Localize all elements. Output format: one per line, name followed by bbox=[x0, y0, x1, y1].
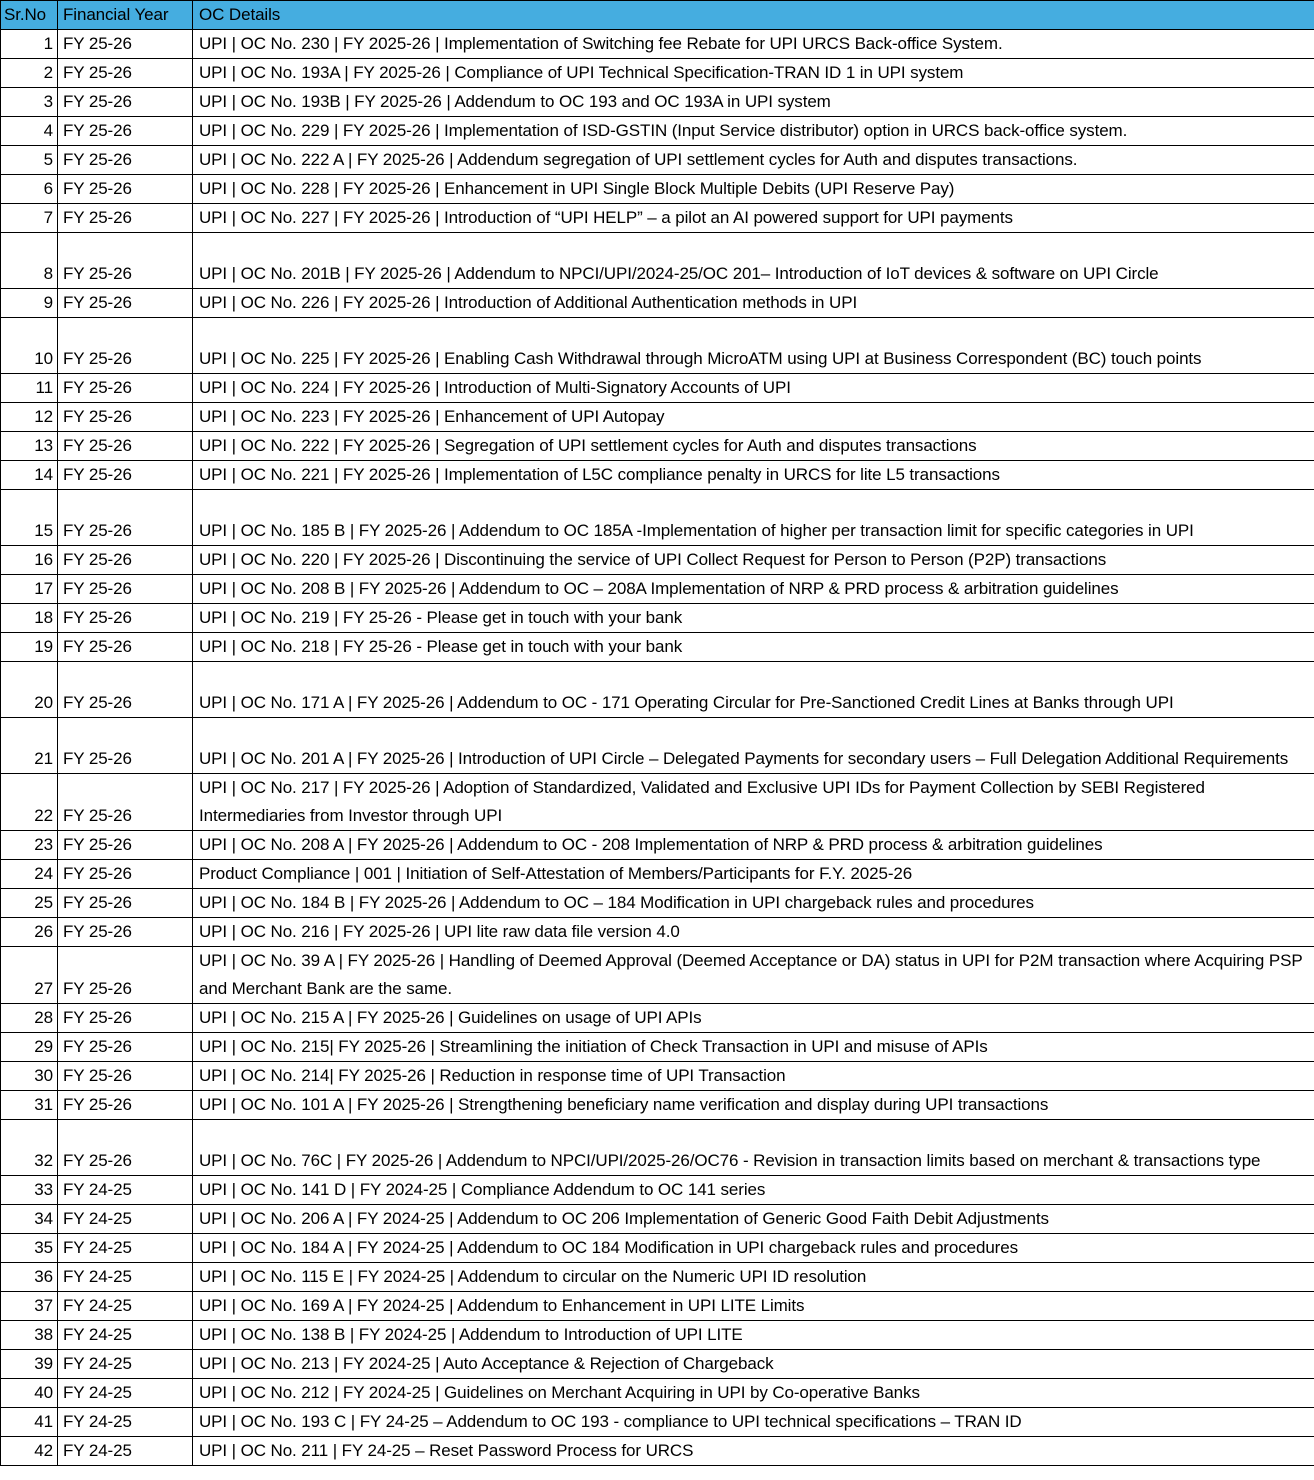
sr-no-cell: 30 bbox=[1, 1062, 58, 1091]
financial-year-cell: FY 25-26 bbox=[58, 204, 193, 233]
table-row bbox=[1, 1234, 1314, 1263]
sr-no-cell: 18 bbox=[1, 604, 58, 633]
sr-no-cell: 40 bbox=[1, 1379, 58, 1408]
sr-no-cell: 3 bbox=[1, 88, 58, 117]
financial-year-cell: FY 25-26 bbox=[58, 831, 193, 860]
oc-details-cell: UPI | OC No. 208 B | FY 2025-26 | Addendum to OC – 208A Implementation of NRP & PRD process & arbitration guidelines bbox=[193, 575, 1314, 604]
oc-details-cell: UPI | OC No. 230 | FY 2025-26 | Implementation of Switching fee Rebate for UPI URCS Back-office System. bbox=[193, 30, 1314, 59]
oc-details-cell: UPI | OC No. 223 | FY 2025-26 | Enhancement of UPI Autopay bbox=[193, 403, 1314, 432]
oc-details-cell: UPI | OC No. 225 | FY 2025-26 | Enabling Cash Withdrawal through MicroATM using UPI at Business Correspondent (BC) touch points bbox=[193, 318, 1314, 374]
header-sr-no: Sr.No bbox=[1, 1, 58, 30]
table-row bbox=[1, 1120, 1314, 1176]
oc-details-cell: UPI | OC No. 218 | FY 25-26 - Please get in touch with your bank bbox=[193, 633, 1314, 662]
financial-year-cell: FY 24-25 bbox=[58, 1292, 193, 1321]
oc-details-cell: UPI | OC No. 215| FY 2025-26 | Streamlining the initiation of Check Transaction in UPI and misuse of APIs bbox=[193, 1033, 1314, 1062]
sr-no-cell: 16 bbox=[1, 546, 58, 575]
sr-no-cell: 13 bbox=[1, 432, 58, 461]
sr-no-cell: 35 bbox=[1, 1234, 58, 1263]
financial-year-cell: FY 25-26 bbox=[58, 233, 193, 289]
table-row bbox=[1, 1321, 1314, 1350]
financial-year-cell: FY 25-26 bbox=[58, 289, 193, 318]
financial-year-cell: FY 25-26 bbox=[58, 146, 193, 175]
table-row bbox=[1, 860, 1314, 889]
oc-details-cell: UPI | OC No. 219 | FY 25-26 - Please get in touch with your bank bbox=[193, 604, 1314, 633]
table-body bbox=[1, 30, 1314, 1466]
oc-details-cell: UPI | OC No. 138 B | FY 2024-25 | Addendum to Introduction of UPI LITE bbox=[193, 1321, 1314, 1350]
financial-year-cell: FY 24-25 bbox=[58, 1408, 193, 1437]
financial-year-cell: FY 25-26 bbox=[58, 374, 193, 403]
oc-details-cell: UPI | OC No. 39 A | FY 2025-26 | Handling of Deemed Approval (Deemed Acceptance or DA) status in UPI for P2M transaction where Acquiring PSP and Merchant Bank are the same. bbox=[193, 947, 1314, 1004]
oc-details-cell: UPI | OC No. 213 | FY 2024-25 | Auto Acceptance & Rejection of Chargeback bbox=[193, 1350, 1314, 1379]
financial-year-cell: FY 25-26 bbox=[58, 88, 193, 117]
header-row bbox=[1, 1, 1314, 30]
oc-details-cell: UPI | OC No. 115 E | FY 2024-25 | Addendum to circular on the Numeric UPI ID resolution bbox=[193, 1263, 1314, 1292]
oc-details-cell: UPI | OC No. 221 | FY 2025-26 | Implementation of L5C compliance penalty in URCS for lite L5 transactions bbox=[193, 461, 1314, 490]
financial-year-cell: FY 24-25 bbox=[58, 1234, 193, 1263]
sr-no-cell: 11 bbox=[1, 374, 58, 403]
table-row bbox=[1, 1437, 1314, 1466]
oc-details-cell: UPI | OC No. 141 D | FY 2024-25 | Compliance Addendum to OC 141 series bbox=[193, 1176, 1314, 1205]
financial-year-cell: FY 25-26 bbox=[58, 1004, 193, 1033]
financial-year-cell: FY 25-26 bbox=[58, 947, 193, 1004]
oc-details-cell: UPI | OC No. 76C | FY 2025-26 | Addendum to NPCI/UPI/2025-26/OC76 - Revision in transaction limits based on merchant & transactions type bbox=[193, 1120, 1314, 1176]
oc-details-cell: UPI | OC No. 206 A | FY 2024-25 | Addendum to OC 206 Implementation of Generic Good Faith Debit Adjustments bbox=[193, 1205, 1314, 1234]
sr-no-cell: 8 bbox=[1, 233, 58, 289]
oc-details-cell: UPI | OC No. 216 | FY 2025-26 | UPI lite raw data file version 4.0 bbox=[193, 918, 1314, 947]
sr-no-cell: 26 bbox=[1, 918, 58, 947]
oc-details-cell: UPI | OC No. 222 A | FY 2025-26 | Addendum segregation of UPI settlement cycles for Auth and disputes transactions. bbox=[193, 146, 1314, 175]
oc-details-cell: UPI | OC No. 228 | FY 2025-26 | Enhancement in UPI Single Block Multiple Debits (UPI Reserve Pay) bbox=[193, 175, 1314, 204]
financial-year-cell: FY 25-26 bbox=[58, 59, 193, 88]
table-row bbox=[1, 1033, 1314, 1062]
financial-year-cell: FY 25-26 bbox=[58, 30, 193, 59]
sr-no-cell: 2 bbox=[1, 59, 58, 88]
oc-details-cell: UPI | OC No. 193A | FY 2025-26 | Compliance of UPI Technical Specification-TRAN ID 1 in UPI system bbox=[193, 59, 1314, 88]
financial-year-cell: FY 24-25 bbox=[58, 1176, 193, 1205]
sr-no-cell: 28 bbox=[1, 1004, 58, 1033]
sr-no-cell: 38 bbox=[1, 1321, 58, 1350]
financial-year-cell: FY 24-25 bbox=[58, 1321, 193, 1350]
sr-no-cell: 27 bbox=[1, 947, 58, 1004]
table-row bbox=[1, 432, 1314, 461]
table-row bbox=[1, 1350, 1314, 1379]
sr-no-cell: 31 bbox=[1, 1091, 58, 1120]
table-row bbox=[1, 403, 1314, 432]
oc-details-cell: UPI | OC No. 214| FY 2025-26 | Reduction in response time of UPI Transaction bbox=[193, 1062, 1314, 1091]
table-row bbox=[1, 1062, 1314, 1091]
table-row bbox=[1, 947, 1314, 1004]
table-row bbox=[1, 289, 1314, 318]
oc-details-cell: UPI | OC No. 169 A | FY 2024-25 | Addendum to Enhancement in UPI LITE Limits bbox=[193, 1292, 1314, 1321]
financial-year-cell: FY 25-26 bbox=[58, 662, 193, 718]
sr-no-cell: 10 bbox=[1, 318, 58, 374]
financial-year-cell: FY 25-26 bbox=[58, 1033, 193, 1062]
sr-no-cell: 42 bbox=[1, 1437, 58, 1466]
oc-details-cell: UPI | OC No. 184 A | FY 2024-25 | Addendum to OC 184 Modification in UPI chargeback rules and procedures bbox=[193, 1234, 1314, 1263]
financial-year-cell: FY 24-25 bbox=[58, 1205, 193, 1234]
sr-no-cell: 33 bbox=[1, 1176, 58, 1205]
sr-no-cell: 9 bbox=[1, 289, 58, 318]
table-row bbox=[1, 1292, 1314, 1321]
sr-no-cell: 4 bbox=[1, 117, 58, 146]
sr-no-cell: 25 bbox=[1, 889, 58, 918]
financial-year-cell: FY 25-26 bbox=[58, 633, 193, 662]
table-row bbox=[1, 1205, 1314, 1234]
table-row bbox=[1, 88, 1314, 117]
financial-year-cell: FY 25-26 bbox=[58, 490, 193, 546]
sr-no-cell: 34 bbox=[1, 1205, 58, 1234]
sr-no-cell: 1 bbox=[1, 30, 58, 59]
financial-year-cell: FY 25-26 bbox=[58, 918, 193, 947]
financial-year-cell: FY 25-26 bbox=[58, 546, 193, 575]
table-row bbox=[1, 1176, 1314, 1205]
table-row bbox=[1, 718, 1314, 774]
financial-year-cell: FY 25-26 bbox=[58, 718, 193, 774]
table-row bbox=[1, 1263, 1314, 1292]
oc-details-cell: UPI | OC No. 211 | FY 24-25 – Reset Password Process for URCS bbox=[193, 1437, 1314, 1466]
sr-no-cell: 14 bbox=[1, 461, 58, 490]
table-row bbox=[1, 1379, 1314, 1408]
oc-details-cell: UPI | OC No. 227 | FY 2025-26 | Introduction of “UPI HELP” – a pilot an AI powered support for UPI payments bbox=[193, 204, 1314, 233]
financial-year-cell: FY 25-26 bbox=[58, 889, 193, 918]
oc-details-cell: Product Compliance | 001 | Initiation of Self-Attestation of Members/Participants for F.Y. 2025-26 bbox=[193, 860, 1314, 889]
oc-details-cell: UPI | OC No. 193B | FY 2025-26 | Addendum to OC 193 and OC 193A in UPI system bbox=[193, 88, 1314, 117]
table-row bbox=[1, 831, 1314, 860]
oc-details-cell: UPI | OC No. 217 | FY 2025-26 | Adoption of Standardized, Validated and Exclusive UPI IDs for Payment Collection by SEBI Registered Intermediaries from Investor through UPI bbox=[193, 774, 1314, 831]
financial-year-cell: FY 25-26 bbox=[58, 860, 193, 889]
table-row bbox=[1, 318, 1314, 374]
table-row bbox=[1, 1408, 1314, 1437]
table-row bbox=[1, 146, 1314, 175]
oc-details-cell: UPI | OC No. 201 A | FY 2025-26 | Introduction of UPI Circle – Delegated Payments for secondary users – Full Delegation Additional Requirements bbox=[193, 718, 1314, 774]
table-row bbox=[1, 1004, 1314, 1033]
financial-year-cell: FY 24-25 bbox=[58, 1350, 193, 1379]
sr-no-cell: 41 bbox=[1, 1408, 58, 1437]
oc-details-cell: UPI | OC No. 212 | FY 2024-25 | Guidelines on Merchant Acquiring in UPI by Co-operative Banks bbox=[193, 1379, 1314, 1408]
financial-year-cell: FY 25-26 bbox=[58, 318, 193, 374]
table-row bbox=[1, 546, 1314, 575]
table-row bbox=[1, 30, 1314, 59]
financial-year-cell: FY 25-26 bbox=[58, 1091, 193, 1120]
oc-details-cell: UPI | OC No. 201B | FY 2025-26 | Addendum to NPCI/UPI/2024-25/OC 201– Introduction of IoT devices & software on UPI Circle bbox=[193, 233, 1314, 289]
oc-details-cell: UPI | OC No. 185 B | FY 2025-26 | Addendum to OC 185A -Implementation of higher per transaction limit for specific categories in UPI bbox=[193, 490, 1314, 546]
oc-details-cell: UPI | OC No. 208 A | FY 2025-26 | Addendum to OC - 208 Implementation of NRP & PRD process & arbitration guidelines bbox=[193, 831, 1314, 860]
table-row bbox=[1, 204, 1314, 233]
table-row bbox=[1, 490, 1314, 546]
table-row bbox=[1, 918, 1314, 947]
financial-year-cell: FY 24-25 bbox=[58, 1263, 193, 1292]
oc-details-cell: UPI | OC No. 229 | FY 2025-26 | Implementation of ISD-GSTIN (Input Service distributor) option in URCS back-office system. bbox=[193, 117, 1314, 146]
header-financial-year: Financial Year bbox=[58, 1, 193, 30]
sr-no-cell: 20 bbox=[1, 662, 58, 718]
oc-details-cell: UPI | OC No. 226 | FY 2025-26 | Introduction of Additional Authentication methods in UPI bbox=[193, 289, 1314, 318]
financial-year-cell: FY 25-26 bbox=[58, 604, 193, 633]
financial-year-cell: FY 25-26 bbox=[58, 461, 193, 490]
financial-year-cell: FY 25-26 bbox=[58, 1120, 193, 1176]
table-row bbox=[1, 1091, 1314, 1120]
table-row bbox=[1, 575, 1314, 604]
table-row bbox=[1, 117, 1314, 146]
oc-details-cell: UPI | OC No. 220 | FY 2025-26 | Discontinuing the service of UPI Collect Request for Person to Person (P2P) transactions bbox=[193, 546, 1314, 575]
oc-details-cell: UPI | OC No. 215 A | FY 2025-26 | Guidelines on usage of UPI APIs bbox=[193, 1004, 1314, 1033]
sr-no-cell: 22 bbox=[1, 774, 58, 831]
sr-no-cell: 6 bbox=[1, 175, 58, 204]
oc-details-cell: UPI | OC No. 171 A | FY 2025-26 | Addendum to OC - 171 Operating Circular for Pre-Sanctioned Credit Lines at Banks through UPI bbox=[193, 662, 1314, 718]
table-row bbox=[1, 374, 1314, 403]
table-row bbox=[1, 233, 1314, 289]
sr-no-cell: 39 bbox=[1, 1350, 58, 1379]
financial-year-cell: FY 24-25 bbox=[58, 1437, 193, 1466]
sr-no-cell: 21 bbox=[1, 718, 58, 774]
table-row bbox=[1, 461, 1314, 490]
oc-details-cell: UPI | OC No. 193 C | FY 24-25 – Addendum to OC 193 - compliance to UPI technical specifications – TRAN ID bbox=[193, 1408, 1314, 1437]
oc-details-cell: UPI | OC No. 222 | FY 2025-26 | Segregation of UPI settlement cycles for Auth and disputes transactions bbox=[193, 432, 1314, 461]
header-oc-details: OC Details bbox=[193, 1, 1314, 30]
sr-no-cell: 17 bbox=[1, 575, 58, 604]
oc-details-cell: UPI | OC No. 224 | FY 2025-26 | Introduction of Multi-Signatory Accounts of UPI bbox=[193, 374, 1314, 403]
table-row bbox=[1, 662, 1314, 718]
sr-no-cell: 5 bbox=[1, 146, 58, 175]
financial-year-cell: FY 25-26 bbox=[58, 403, 193, 432]
sr-no-cell: 12 bbox=[1, 403, 58, 432]
financial-year-cell: FY 24-25 bbox=[58, 1379, 193, 1408]
sr-no-cell: 15 bbox=[1, 490, 58, 546]
sr-no-cell: 23 bbox=[1, 831, 58, 860]
table-row bbox=[1, 633, 1314, 662]
table-row bbox=[1, 774, 1314, 831]
financial-year-cell: FY 25-26 bbox=[58, 117, 193, 146]
sr-no-cell: 36 bbox=[1, 1263, 58, 1292]
financial-year-cell: FY 25-26 bbox=[58, 1062, 193, 1091]
sr-no-cell: 29 bbox=[1, 1033, 58, 1062]
oc-details-cell: UPI | OC No. 101 A | FY 2025-26 | Strengthening beneficiary name verification and display during UPI transactions bbox=[193, 1091, 1314, 1120]
sr-no-cell: 7 bbox=[1, 204, 58, 233]
financial-year-cell: FY 25-26 bbox=[58, 774, 193, 831]
oc-details-cell: UPI | OC No. 184 B | FY 2025-26 | Addendum to OC – 184 Modification in UPI chargeback rules and procedures bbox=[193, 889, 1314, 918]
table-row bbox=[1, 604, 1314, 633]
table-row bbox=[1, 59, 1314, 88]
financial-year-cell: FY 25-26 bbox=[58, 575, 193, 604]
table-row bbox=[1, 175, 1314, 204]
sr-no-cell: 19 bbox=[1, 633, 58, 662]
table-row bbox=[1, 889, 1314, 918]
financial-year-cell: FY 25-26 bbox=[58, 432, 193, 461]
sr-no-cell: 32 bbox=[1, 1120, 58, 1176]
sr-no-cell: 37 bbox=[1, 1292, 58, 1321]
sr-no-cell: 24 bbox=[1, 860, 58, 889]
financial-year-cell: FY 25-26 bbox=[58, 175, 193, 204]
